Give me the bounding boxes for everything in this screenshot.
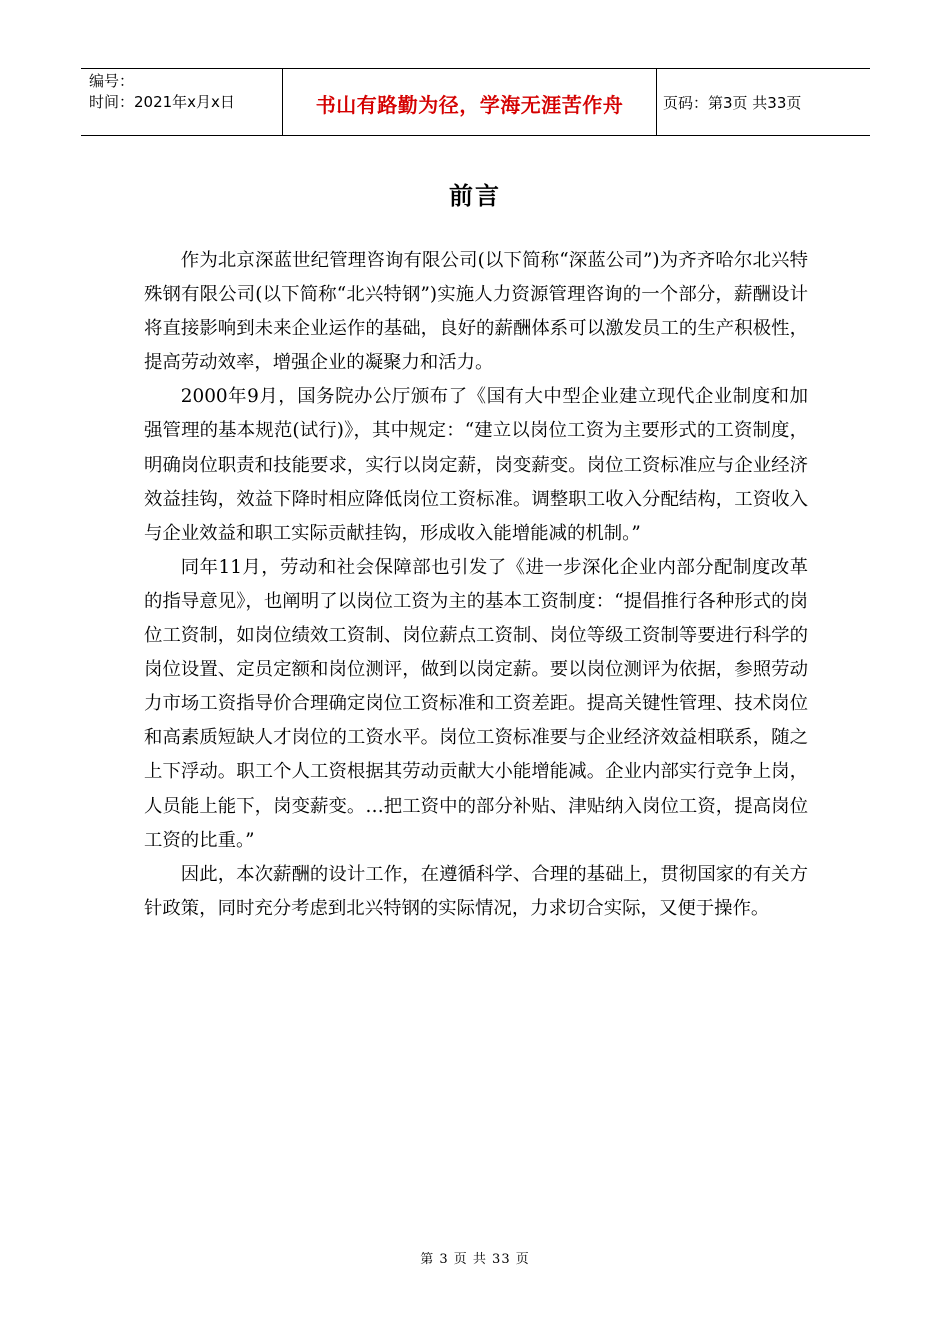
paragraph-3: 同年11月，劳动和社会保障部也引发了《进一步深化企业内部分配制度改革的指导意见》，也阐明了以岗位工资为主的基本工资制度：“提倡推行各种形式的岗位工资制，如岗位绩效工资制、岗位薪点工资制、岗位等级工资制等要进行科学的岗位设置、定员定额和岗位测评，做到以岗定薪。要以岗位测评为依据，参照劳动力市场工资指导价合理确定岗位工资标准和工资差距。提高关键性管理、技术岗位和高素质短缺人才岗位的工资水平。岗位工资标准要与企业经济效益相联系，随之上下浮动。职工个人工资根据其劳动贡献大小能增能减。企业内部实行竞争上岗，人员能上能下，岗变薪变。…把工资中的部分补贴、津贴纳入岗位工资，提高岗位工资的比重。” — [144, 556, 808, 851]
paragraph-2: 2000年9月，国务院办公厅颁布了《国有大中型企业建立现代企业制度和加强管理的基本规范(试行)》，其中规定：“建立以岗位工资为主要形式的工资制度，明确岗位职责和技能要求，实行以岗定薪，岗变薪变。岗位工资标准应与企业经济效益挂钩，效益下降时相应降低岗位工资标准。调整职工收入分配结构，工资收入与企业效益和职工实际贡献挂钩，形成收入能增能减的机制。” — [144, 386, 808, 544]
document-title: 前言 — [449, 182, 501, 210]
paragraph-4: 因此，本次薪酬的设计工作，在遵循科学、合理的基础上，贯彻国家的有关方针政策，同时充分考虑到北兴特钢的实际情况，力求切合实际，又便于操作。 — [144, 863, 808, 919]
page-header — [81, 68, 870, 136]
document-number-label: 编号： — [89, 72, 135, 90]
page-footer: 第 3 页 共 33 页 — [420, 1252, 530, 1267]
header-motto: 书山有路勤为径，学海无涯苦作舟 — [283, 69, 657, 135]
header-meta-cell — [81, 69, 283, 135]
document-time-label: 时间：2021年x月x日 — [89, 93, 235, 111]
document-body — [144, 244, 808, 926]
header-page-label: 页码：第3页 共33页 — [663, 93, 802, 112]
paragraph-1: 作为北京深蓝世纪管理咨询有限公司(以下简称“深蓝公司”)为齐齐哈尔北兴特殊钢有限公司(以下简称“北兴特钢”)实施人力资源管理咨询的一个部分，薪酬设计将直接影响到未来企业运作的基础，良好的薪酬体系可以激发员工的生产积极性，提高劳动效率，增强企业的凝聚力和活力。 — [144, 250, 808, 374]
